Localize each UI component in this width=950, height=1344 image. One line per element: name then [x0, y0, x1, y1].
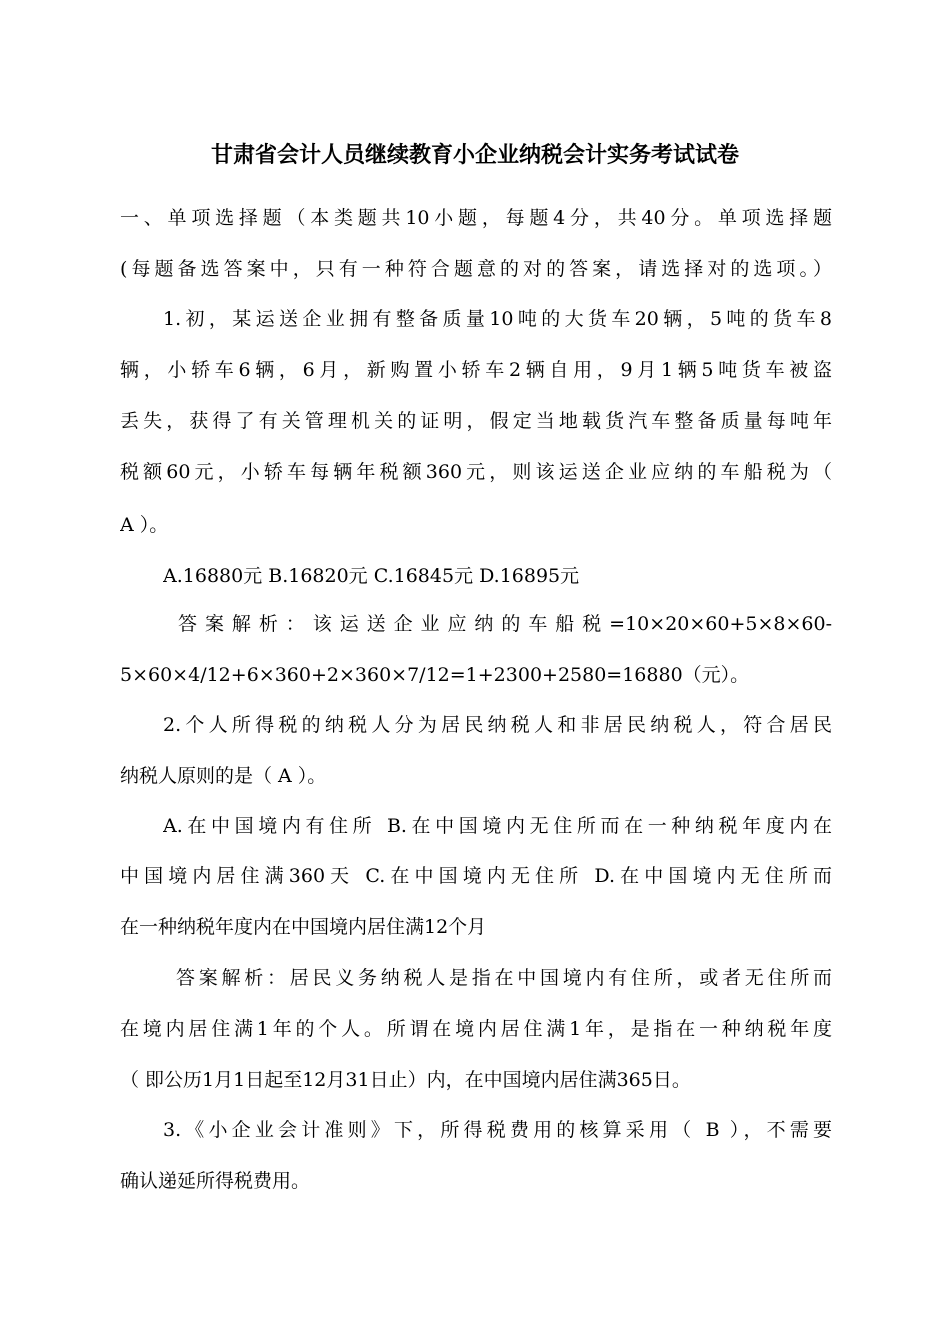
section-heading-line-2: (每题备选答案中，只有一种符合题意的对的答案，请选择对的选项。） — [120, 258, 832, 280]
q1-analysis-line-1: 答案解析：该运送企业应纳的车船税=10×20×60+5×8×60- — [178, 613, 832, 635]
section-heading-line-1: 一、单项选择题（本类题共10小题，每题4分，共40分。单项选择题 — [120, 207, 832, 229]
q3-stem-line-1: 3.《小企业会计准则》下，所得税费用的核算采用（ B ），不需要 — [163, 1119, 832, 1141]
q2-analysis-line-1: 答案解析：居民义务纳税人是指在中国境内有住所，或者无住所而 — [176, 967, 832, 989]
q1-stem-line-3: 丢失，获得了有关管理机关的证明，假定当地载货汽车整备质量每吨年 — [120, 410, 832, 432]
q2-analysis-line-3: （ 即公历1月1日起至12月31日止）内，在中国境内居住满365日。 — [120, 1069, 691, 1091]
q2-option-line-3: 在一种纳税年度内在中国境内居住满12个月 — [120, 916, 487, 938]
q1-stem-line-4: 税额60元，小轿车每辆年税额360元，则该运送企业应纳的车船税为（ — [120, 461, 832, 483]
q1-stem-line-2: 辆，小轿车6辆，6月，新购置小轿车2辆自用，9月1辆5吨货车被盗 — [120, 359, 832, 381]
q2-stem-line-1: 2.个人所得税的纳税人分为居民纳税人和非居民纳税人，符合居民 — [163, 714, 832, 736]
q1-stem-line-1: 1.初，某运送企业拥有整备质量10吨的大货车20辆，5吨的货车8 — [163, 308, 832, 330]
q2-stem-line-2: 纳税人原则的是（ A ）。 — [120, 765, 327, 787]
q2-option-line-1: A.在中国境内有住所 B.在中国境内无住所而在一种纳税年度内在 — [163, 815, 832, 837]
document-title: 甘肃省会计人员继续教育小企业纳税会计实务考试试卷 — [210, 143, 739, 168]
q3-stem-line-2: 确认递延所得税费用。 — [120, 1170, 311, 1192]
q2-analysis-line-2: 在境内居住满1年的个人。所谓在境内居住满1年，是指在一种纳税年度 — [120, 1018, 832, 1040]
q1-analysis-line-2: 5×60×4/12+6×360+2×360×7/12=1+2300+2580=16880（元）。 — [120, 664, 750, 686]
q1-stem-line-5: A ）。 — [120, 514, 169, 536]
q2-option-line-2: 中国境内居住满360天 C.在中国境内无住所 D.在中国境内无住所而 — [120, 865, 832, 887]
q1-options: A.16880元 B.16820元 C.16845元 D.16895元 — [163, 565, 580, 587]
